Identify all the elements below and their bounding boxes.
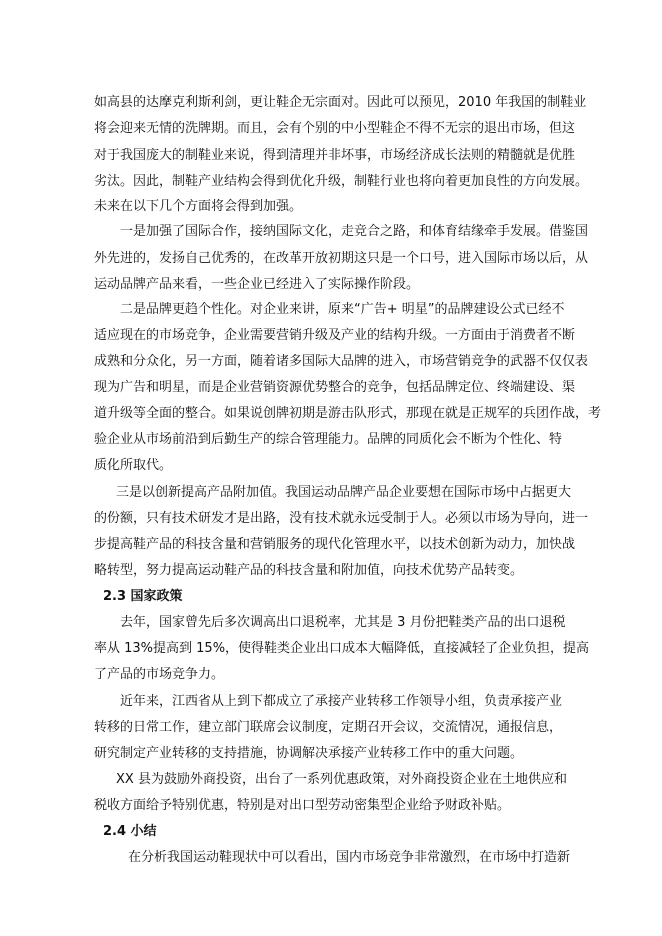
text-line: 未来在以下几个方面将会得到加强。 xyxy=(94,199,303,214)
section-heading: 2.4 小结 xyxy=(103,824,157,839)
text-line: XX 县为鼓励外商投资，出台了一系列优惠政策，对外商投资企业在土地供应和 xyxy=(116,772,567,787)
text-line: 研究制定产业转移的支持措施，协调解决承接产业转移工作中的重大问题。 xyxy=(94,746,524,761)
text-line: 将会迎来无情的洗牌期。而且，会有个别的中小型鞋企不得不无宗的退出市场，但这 xyxy=(94,121,576,136)
text-line: 质化所取代。 xyxy=(94,458,173,473)
text-line: 一是加强了国际合作，接纳国际文化，走竞合之路，和体育结缘牵手发展。借鉴国 xyxy=(120,224,589,239)
text-line: 的份额，只有技术研发才是出路，没有技术就永远受制于人。必须以市场为导向，进一 xyxy=(94,511,589,526)
text-line: 税收方面给予特别优惠，特别是对出口型劳动密集型企业给予财政补贴。 xyxy=(94,798,511,813)
text-line: 三是以创新提高产品附加值。我国运动品牌产品企业要想在国际市场中占据更大 xyxy=(116,485,572,500)
text-line: 成熟和分众化，另一方面，随着诸多国际大品牌的进入，市场营销竞争的武器不仅仅表 xyxy=(94,354,589,369)
text-line: 了产品的市场竞争力。 xyxy=(94,667,225,682)
text-line: 如高县的达摩克利斯利剑，更让鞋企无宗面对。因此可以预见，2010 年我国的制鞋业 xyxy=(94,95,587,110)
section-heading: 2.3 国家政策 xyxy=(103,589,183,604)
text-line: 近年来，江西省从上到下都成立了承接产业转移工作领导小组，负责承接产业 xyxy=(120,694,563,709)
text-line: 对于我国庞大的制鞋业来说，得到清理并非坏事，市场经济成长法则的精髓就是优胜 xyxy=(94,148,576,163)
text-line: 在分析我国运动鞋现状中可以看出，国内市场竞争非常激烈，在市场中打造新 xyxy=(128,850,571,865)
text-line: 二是品牌更趋个性化。对企业来讲，原来“广告+ 明星”的品牌建设公式已经不 xyxy=(120,302,565,317)
text-line: 率从 13%提高到 15%，使得鞋类企业出口成本大幅降低，直接减轻了企业负担，提高 xyxy=(94,641,590,656)
text-line: 运动品牌产品来看，一些企业已经进入了实际操作阶段。 xyxy=(94,277,420,292)
text-line: 略转型，努力提高运动鞋产品的科技含量和附加值，向技术优势产品转变。 xyxy=(94,563,524,578)
text-line: 适应现在的市场竞争，企业需要营销升级及产业的结构升级。一方面由于消费者不断 xyxy=(94,328,576,343)
text-line: 步提高鞋产品的科技含量和营销服务的现代化管理水平，以技术创新为动力，加快战 xyxy=(94,537,576,552)
text-line: 外先进的，发扬自己优秀的，在改革开放初期这只是一个口号，进入国际市场以后，从 xyxy=(94,251,589,266)
text-line: 劣汰。因此，制鞋产业结构会得到优化升级，制鞋行业也将向着更加良性的方向发展。 xyxy=(94,174,589,189)
text-line: 验企业从市场前沿到后勤生产的综合管理能力。品牌的同质化会不断为个性化、特 xyxy=(94,432,563,447)
text-line: 道升级等全面的整合。如果说创牌初期是游击队形式，那现在就是正规军的兵团作战，考 xyxy=(94,406,602,421)
text-line: 去年，国家曾先后多次调高出口退税率，尤其是 3 月份把鞋类产品的出口退税 xyxy=(120,615,566,630)
text-line: 现为广告和明星，而是企业营销资源优势整合的竞争，包括品牌定位、终端建设、渠 xyxy=(94,380,576,395)
text-line: 转移的日常工作，建立部门联席会议制度，定期召开会议，交流情况，通报信息， xyxy=(94,720,563,735)
